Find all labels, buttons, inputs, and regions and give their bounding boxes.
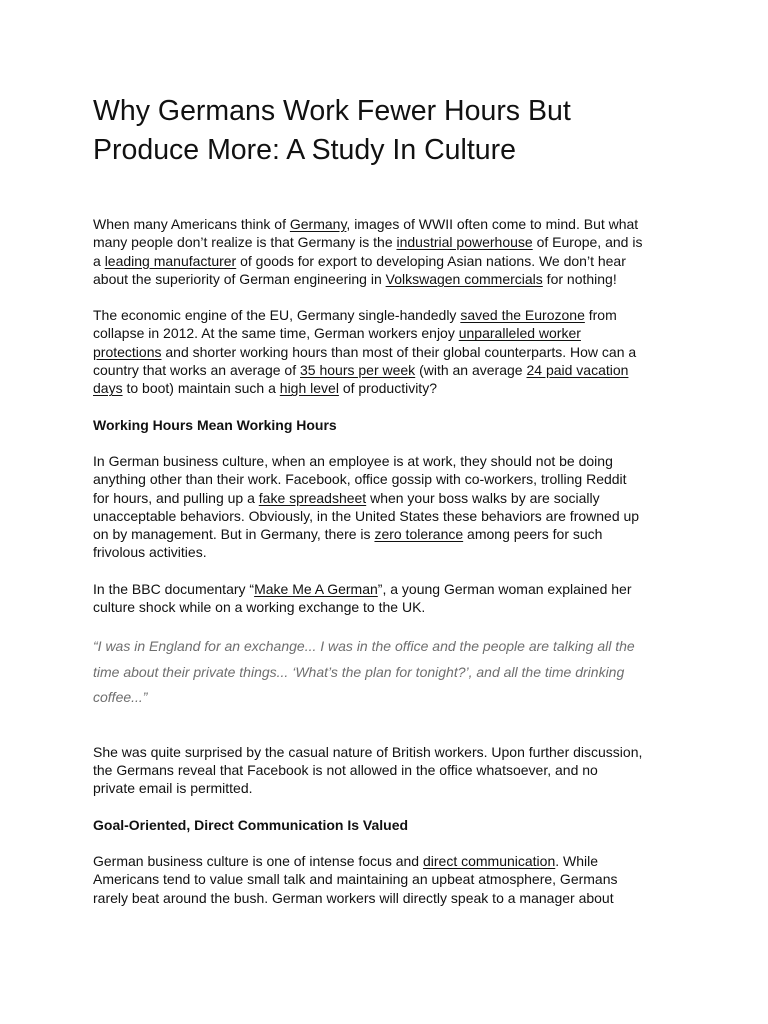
blockquote: “I was in England for an exchange... I was in the office and the people are talking all the time about their private things... ‘What’s the plan for tonight?’, and all the time drinking coffee...” xyxy=(93,638,635,706)
text-run: ”, a young German woman explained her culture shock while on a working exchange to the UK. xyxy=(93,580,632,616)
link-35-hours-per-week[interactable]: 35 hours per week xyxy=(300,362,416,379)
paragraph-intro xyxy=(93,215,643,288)
link-fake-spreadsheet[interactable]: fake spreadsheet xyxy=(258,489,367,506)
link-make-me-a-german[interactable]: Make Me A German xyxy=(254,580,378,597)
link-direct-communication[interactable]: direct communication xyxy=(422,853,556,870)
section-heading-working-hours: Working Hours Mean Working Hours xyxy=(93,416,337,433)
link-germany[interactable]: Germany xyxy=(289,216,347,232)
link-saved-the-eurozone[interactable]: saved the Eurozone xyxy=(460,307,585,324)
text-run: among peers for such frivolous activities. xyxy=(93,526,603,561)
link-industrial-powerhouse[interactable]: industrial powerhouse xyxy=(396,234,533,251)
text-run: for nothing! xyxy=(542,270,617,287)
paragraph-bbc-documentary xyxy=(93,580,643,617)
text-run: of goods for export to developing Asian nations. We don’t hear about the superiority of German engineering in xyxy=(93,252,626,287)
text-run: In German business culture, when an employee is at work, they should not be doing anything other than their work. Facebook, office gossip with co-workers, trolling Reddit for hours, and pulling up a xyxy=(93,452,627,506)
link-leading-manufacturer[interactable]: leading manufacturer xyxy=(104,252,237,269)
paragraph-direct-communication xyxy=(93,852,643,907)
paragraph-economic-engine xyxy=(93,306,643,397)
text-run: (with an average xyxy=(415,362,527,379)
text-run: from collapse in 2012. At the same time, German workers enjoy xyxy=(93,307,617,342)
link-24-paid-vacation-days[interactable]: 24 paid vacation days xyxy=(93,362,629,397)
text-run: In the BBC documentary “ xyxy=(93,580,255,597)
paragraph-business-culture xyxy=(93,452,643,562)
link-zero-tolerance[interactable]: zero tolerance xyxy=(374,526,464,543)
link-worker-protections[interactable]: unparalleled worker protections xyxy=(93,325,581,360)
text-run: , images of WWII often come to mind. But what many people don’t realize is that Germany is the xyxy=(93,216,639,251)
text-run: The economic engine of the EU, Germany single-handedly xyxy=(93,307,461,324)
link-volkswagen-commercials[interactable]: Volkswagen commercials xyxy=(385,270,543,287)
text-run: to boot) maintain such a xyxy=(122,380,280,397)
text-run: when your boss walks by are socially unacceptable behaviors. Obviously, in the United States these behaviors are frowned up on by management. But in Germany, there is xyxy=(93,489,640,543)
text-run: of Europe, and is a xyxy=(93,234,643,269)
article-title: Why Germans Work Fewer Hours But Produce More: A Study In Culture xyxy=(93,95,571,166)
article-body xyxy=(93,215,643,925)
link-high-level[interactable]: high level xyxy=(279,380,339,397)
paragraph-surprised: She was quite surprised by the casual nature of British workers. Upon further discussion, the Germans reveal that Facebook is not allowed in the office whatsoever, and no private email is permitted. xyxy=(93,743,643,797)
text-run: German business culture is one of intense focus and xyxy=(93,853,423,870)
text-run: When many Americans think of xyxy=(93,216,290,232)
text-run: . While Americans tend to value small talk and maintaining an upbeat atmosphere, Germans rarely beat around the bush. German workers will directly speak to a manager about xyxy=(93,853,618,906)
text-run: and shorter working hours than most of their global counterparts. How can a country that works an average of xyxy=(93,343,637,379)
text-run: of productivity? xyxy=(338,380,437,397)
section-heading-communication: Goal-Oriented, Direct Communication Is Valued xyxy=(93,816,409,833)
